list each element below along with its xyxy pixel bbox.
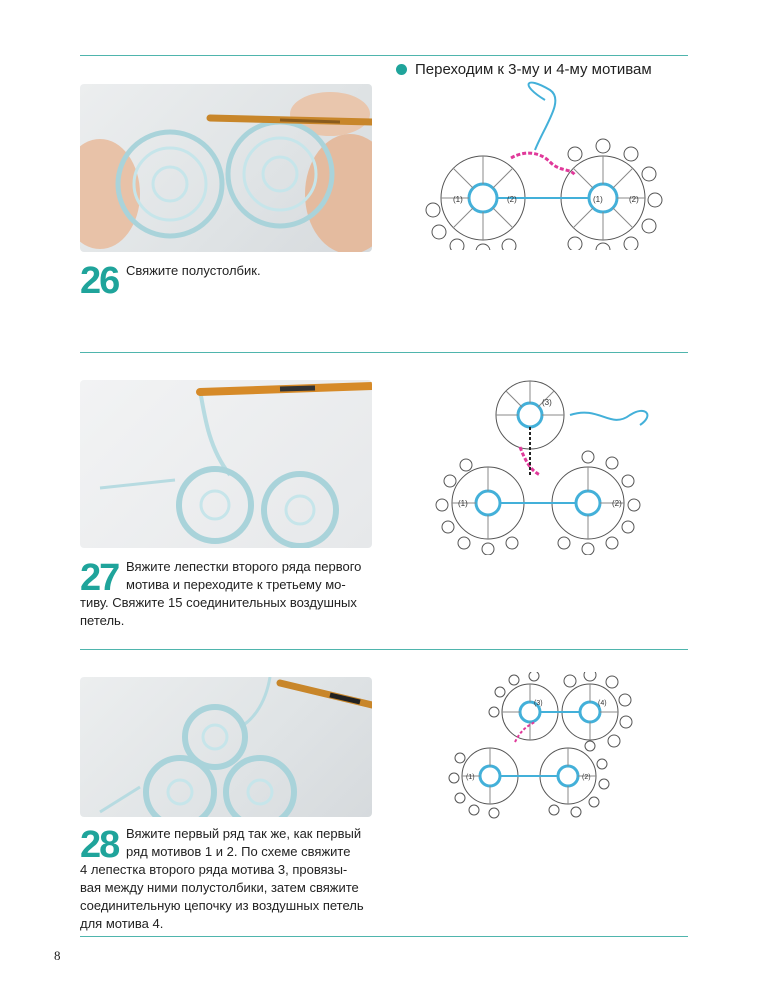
step-number-28: 28 <box>80 824 119 866</box>
divider-2 <box>80 649 688 650</box>
diagram-step-28 <box>440 672 650 822</box>
step-text-26 <box>126 262 261 280</box>
diagram-3-label: (2) <box>582 774 591 781</box>
top-divider <box>80 55 688 56</box>
step-text-27 <box>80 558 380 630</box>
diagram-2-label: (2) <box>612 499 622 508</box>
step-number-26: 26 <box>80 260 119 302</box>
step-28-line: ряд мотивов 1 и 2. По схеме свяжите <box>126 844 351 859</box>
photo-step-26 <box>80 84 372 252</box>
diagram-1-label: (2) <box>507 195 517 204</box>
step-number-27: 27 <box>80 557 119 599</box>
step-28-line: 4 лепестка второго ряда мотива 3, провязы- <box>80 862 348 877</box>
step-27-line: петель. <box>80 613 125 628</box>
step-28-line: для мотива 4. <box>80 916 164 931</box>
diagram-1-label: (2) <box>629 195 639 204</box>
step-28-line: вая между ними полустолбики, затем свяжите <box>80 880 359 895</box>
diagram-1-label: (1) <box>453 195 463 204</box>
step-28-line: Вяжите первый ряд так же, как первый <box>126 826 362 841</box>
divider-1 <box>80 352 688 353</box>
photo-step-28 <box>80 677 372 817</box>
diagram-2-label: (3) <box>542 398 552 407</box>
section-title-text: Переходим к 3-му и 4-му мотивам <box>415 61 652 78</box>
diagram-step-26 <box>425 80 665 250</box>
photo-step-27 <box>80 380 372 548</box>
diagram-1-label: (1) <box>593 195 603 204</box>
diagram-3-label: (1) <box>466 774 475 781</box>
step-text-28 <box>80 825 380 933</box>
diagram-3-label: (4) <box>598 700 607 707</box>
diagram-2-label: (1) <box>458 499 468 508</box>
diagram-3-label: (3) <box>534 700 543 707</box>
page-number: 8 <box>54 948 61 963</box>
step-28-line: соединительную цепочку из воздушных петель <box>80 898 364 913</box>
step-26-line: Свяжите полустолбик. <box>126 263 261 278</box>
section-title <box>396 61 652 78</box>
step-27-line: тиву. Свяжите 15 соединительных воздушных <box>80 595 357 610</box>
step-27-line: мотива и переходите к третьему мо- <box>126 577 346 592</box>
bullet-icon <box>396 64 407 75</box>
step-27-line: Вяжите лепестки второго ряда первого <box>126 559 362 574</box>
diagram-step-27 <box>430 375 660 555</box>
bottom-divider <box>80 936 688 937</box>
